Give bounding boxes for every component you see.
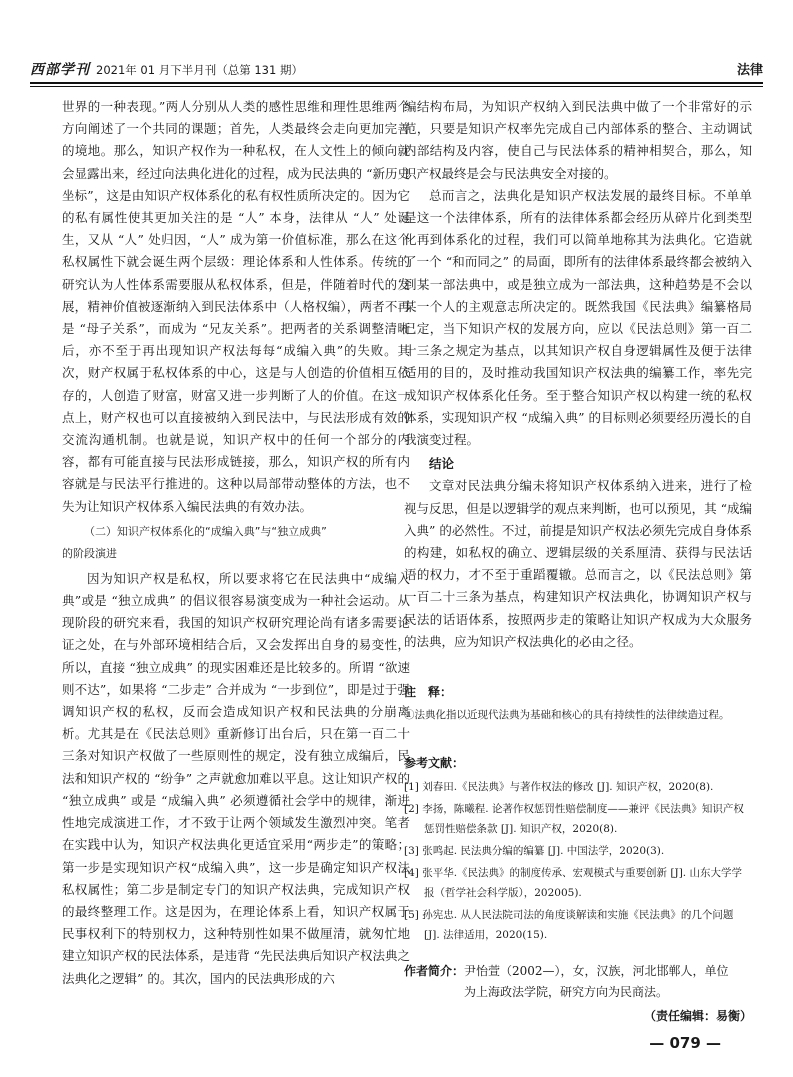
author-text: 尹怡萱（2002—），女，汉族，河北邯郸人，单位: [464, 964, 729, 978]
references-section: [404, 754, 752, 947]
paragraph: 因为知识产权是私权，所以要求将它在民法典中“成编入典”或是 “独立成典” 的倡议很容易演变成为一种社会运动。从现阶段的研究来看，我国的知识产权研究理论尚有诸多需要论证之处，在与外部环境相结合后，又会发挥出自身的易变性，所以，直接 “独立成典” 的现实困难还是比较多的。所谓 “欲速则不达”，如果将 “二步走” 合并成为 “一步到位”，即是过于强调知识产权的私权，反而会造成知识产权和民法典的分崩离析。尤其是在《民法总则》重新修订出台后，只在第一百二十三条对知识产权做了一些原则性的规定，没有独立成编后，民法和知识产权的 “纷争” 之声就愈加难以平息。这让知识产权的 “独立成典” 或是 “成编入典” 必须遵循社会学中的规律，渐进性地完成演进工作，才不致于让两个领域发生激烈冲突。笔者在实践中认为，知识产权法典化更适宜采用“两步走”的策略；第一步是实现知识产权“成编入典”，这一步是确定知识产权法私权属性；第二步是制定专门的知识产权法典，完成知识产权的最终整理工作。这是因为，在理论体系上看，知识产权属于民事权利下的特别权力，这种特别性如果不做厘清，就匆忙地建立知识产权的民法体系，是违背 “先民法典后知识产权法典之法典化之逻辑” 的。其次，国内的民法典形成的六: [62, 570, 410, 986]
header-left: [30, 59, 303, 79]
paragraph: 文章对民法典分编未将知识产权体系纳入进来，进行了检视与反思，但是以逻辑学的观点来判断，也可以预见，其 “成编入典” 的必然性。不过，前提是知识产权法必须先完成自身体系的构建，如私权的确立、逻辑层级的关系厘清、获得与民法话语的权力，才不至于重蹈覆辙。总而言之，以《民法总则》第一百二十三条为基点，构建知识产权法典化，协调知识产权与民法的话语体系，按照两步走的策略让知识产权成为大众服务的法典，应为知识产权法典化的必由之径。: [404, 478, 752, 649]
notes-title: 注 释：: [404, 685, 453, 699]
author-text-continued: 为上海政法学院，研究方向为民商法。: [464, 985, 669, 999]
author-label: 作者简介：: [404, 964, 465, 978]
paragraph: 总而言之，法典化是知识产权法发展的最终目标。不单单是这一个法律体系，所有的法律体系都会经历从碎片化到类型化再到体系化的过程，我们可以简单地称其为法典化。它造就了一个 “和而同之” 的局面，即所有的法律体系最终都会被纳入到某一部法典中，或是独立成为一部法典，这种趋势是不会以某一个人的主观意志所决定的。既然我国《民法典》编纂格局已定，当下知识产权的发展方向，应以《民法总则》第一百二十三条之规定为基点，以其知识产权自身逻辑属性及便于法律适用的目的，及时推动我国知识产权法典的编纂工作，率先完成知识产权体系化任务。至于整合知识产权以构建一统的私权体系，实现知识产权 “成编入典” 的目标则必须要经历漫长的自我演变过程。: [404, 187, 752, 448]
section-subheading: （二）知识产权体系化的“成编入典”与“独立成典”: [84, 524, 327, 538]
paragraph: 编结构布局，为知识产权纳入到民法典中做了一个非常好的示范，只要是知识产权率先完成自己内部体系的整合、主动调试内部结构及内容，使自己与民法体系的精神相契合，那么，知识产权最终是会与民法典安全对接的。: [404, 99, 752, 181]
right-column: [404, 96, 752, 653]
reference-item: [1] 刘春田.《民法典》与著作权法的修改 [J]. 知识产权，2020(8).: [404, 781, 714, 793]
issue-info: 2021年 01 月下半月刊（总第 131 期）: [96, 63, 303, 77]
reference-item: [4] 张平华.《民法典》的制度传承、宏观模式与重要创新 [J]. 山东大学学报（哲学社会科学版），202005).: [404, 867, 742, 899]
editor-credit: （责任编辑：易衡）: [643, 1009, 752, 1023]
references-title: 参考文献：: [404, 756, 465, 770]
header-rule-thick: [30, 82, 763, 84]
header-rule-thin: [30, 86, 763, 87]
journal-logo: 西部学刊: [30, 62, 90, 78]
reference-item: [5] 孙宪忠. 从人民法院司法的角度谈解读和实施《民法典》的几个问题 [J]. 法律适用，2020(15).: [404, 909, 734, 941]
reference-item: [2] 李扬，陈曦程. 论著作权惩罚性赔偿制度——兼评《民法典》知识产权惩罚性赔偿条款 [J]. 知识产权，2020(8).: [404, 803, 744, 835]
section-label: 法律: [736, 63, 763, 78]
note-item: ①法典化指以近现代法典为基础和核心的具有持续性的法律续造过程。: [404, 709, 730, 721]
section-subheading-continued: 的阶段演进: [62, 546, 117, 560]
page-number: — 079 —: [649, 1034, 721, 1052]
notes-section: [404, 683, 752, 724]
author-bio: [404, 961, 752, 1003]
left-column: [62, 96, 410, 990]
conclusion-heading: 结论: [429, 456, 455, 472]
reference-item: [3] 张鸣起. 民法典分编的编纂 [J]. 中国法学，2020(3).: [404, 845, 665, 857]
paragraph: 世界的一种表现。”两人分别从人类的感性思维和理性思维两个方向阐述了一个共同的课题；首先，人类最终会走向更加完善的境地。那么，知识产权作为一种私权，在人文性上的倾向就会显露出来，经过向法典化进化的过程，成为民法典的 “新历史坐标”，这是由知识产权体系化的私有权性质所决定的。因为它的私有属性使其更加关注的是 “人” 本身，法律从 “人” 处诞生，又从 “人” 处归因，“人” 成为第一价值标准，那么在这个私权属性下就会诞生两个层级：理论体系和人性体系。传统的研究认为人性体系需要服从私权体系，但是，伴随着时代的发展，精神价值被逐渐纳入到民法体系中（人格权编），两者不再是 “母子关系”，而成为 “兄友关系”。把两者的关系调整清晰后，亦不至于再出现知识产权法每每“成编入典”的失败。其次，财产权属于私权体系的中心，这是与人创造的价值相互依存的，人创造了财富，财富又进一步判断了人的价值。在这一点上，财产权也可以直接被纳入到民法中，与民法形成有效的交流沟通机制。也就是说，知识产权中的任何一个部分的内容，都有可能直接与民法形成链接，那么，知识产权的所有内容就是与民法平行推进的。这种以局部带动整体的方法，也不失为让知识产权体系入编民法典的有效办法。: [62, 99, 410, 514]
page-header: [30, 57, 763, 81]
